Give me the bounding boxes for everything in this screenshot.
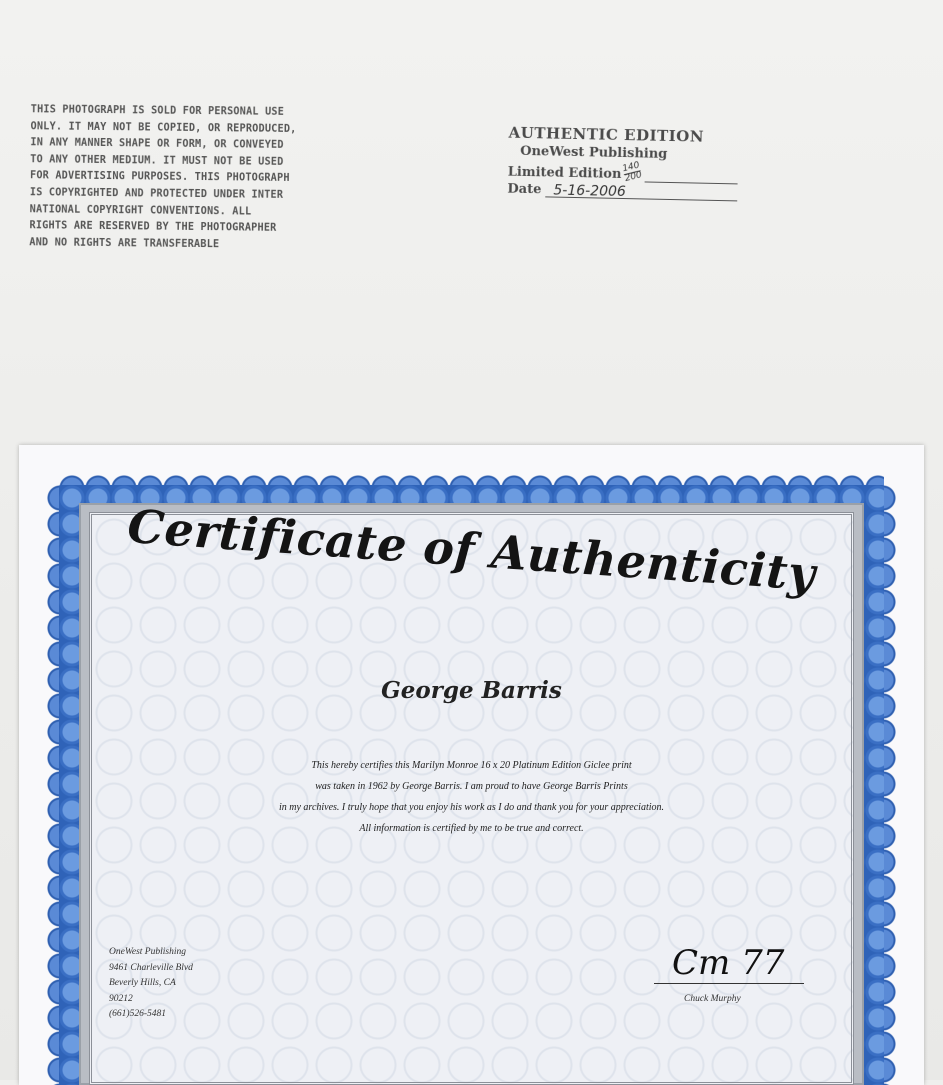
edition-stamp-date-label: Date [507, 181, 542, 198]
edition-rule [644, 167, 737, 184]
signer-name: Chuck Murphy [684, 994, 741, 1004]
certificate-title: Certificate of Authenticity [125, 499, 818, 601]
publisher-address [109, 945, 193, 1023]
copyright-stamp-line: RIGHTS ARE RESERVED BY THE PHOTOGRAPHER [29, 220, 277, 234]
edition-number: 140 [621, 160, 641, 175]
address-line: OneWest Publishing [109, 947, 186, 957]
edition-stamp-date-value: 5-16-2006 [553, 182, 627, 201]
address-line: (661)526-5481 [109, 1009, 166, 1019]
edition-stamp-limited-label: Limited Edition [507, 164, 622, 182]
copyright-stamp-line: FOR ADVERTISING PURPOSES. THIS PHOTOGRAPH [29, 170, 290, 185]
signature-line [654, 983, 804, 984]
certificate-body-line: This hereby certifies this Marilyn Monroe 16 x 20 Platinum Edition Giclee print [311, 760, 632, 771]
edition-total: 200 [623, 170, 643, 184]
address-line: Beverly Hills, CA [109, 978, 176, 988]
copyright-stamp-line: ONLY. IT MAY NOT BE COPIED, OR REPRODUCED, [30, 120, 297, 135]
certificate-body-line: All information is certified by me to be true and correct. [359, 823, 584, 834]
copyright-stamp-line: THIS PHOTOGRAPH IS SOLD FOR PERSONAL USE [30, 104, 285, 118]
edition-stamp-publisher: OneWest Publishing [520, 143, 668, 162]
certificate-body-line: was taken in 1962 by George Barris. I am proud to have George Barris Prints [315, 781, 628, 792]
certificate-body-line: in my archives. I truly hope that you enjoy his work as I do and thank you for your appreciation. [278, 802, 665, 813]
handwritten-signature: Cm 77 [672, 943, 785, 983]
copyright-stamp-line: AND NO RIGHTS ARE TRANSFERABLE [29, 236, 220, 250]
edition-stamp-title: AUTHENTIC EDITION [508, 123, 705, 146]
copyright-stamp-line: NATIONAL COPYRIGHT CONVENTIONS. ALL [29, 203, 252, 218]
copyright-stamp-line: IN ANY MANNER SHAPE OR FORM, OR CONVEYED [30, 137, 284, 152]
signature-block [654, 945, 804, 1004]
edition-stamp [507, 124, 738, 202]
copyright-stamp-line: IS COPYRIGHTED AND PROTECTED UNDER INTER [29, 187, 284, 201]
address-line: 90212 [109, 993, 133, 1004]
copyright-stamp-line: TO ANY OTHER MEDIUM. IT MUST NOT BE USED [30, 154, 284, 168]
certificate-artist: George Barris [381, 677, 562, 704]
edition-stamp-limited-row [508, 161, 738, 185]
edition-number-fraction [621, 161, 642, 184]
address-line: 9461 Charleville Blvd [109, 962, 193, 973]
date-rule [545, 182, 737, 201]
certificate [19, 445, 924, 1085]
copyright-stamp [29, 102, 371, 255]
certificate-body [169, 755, 774, 839]
